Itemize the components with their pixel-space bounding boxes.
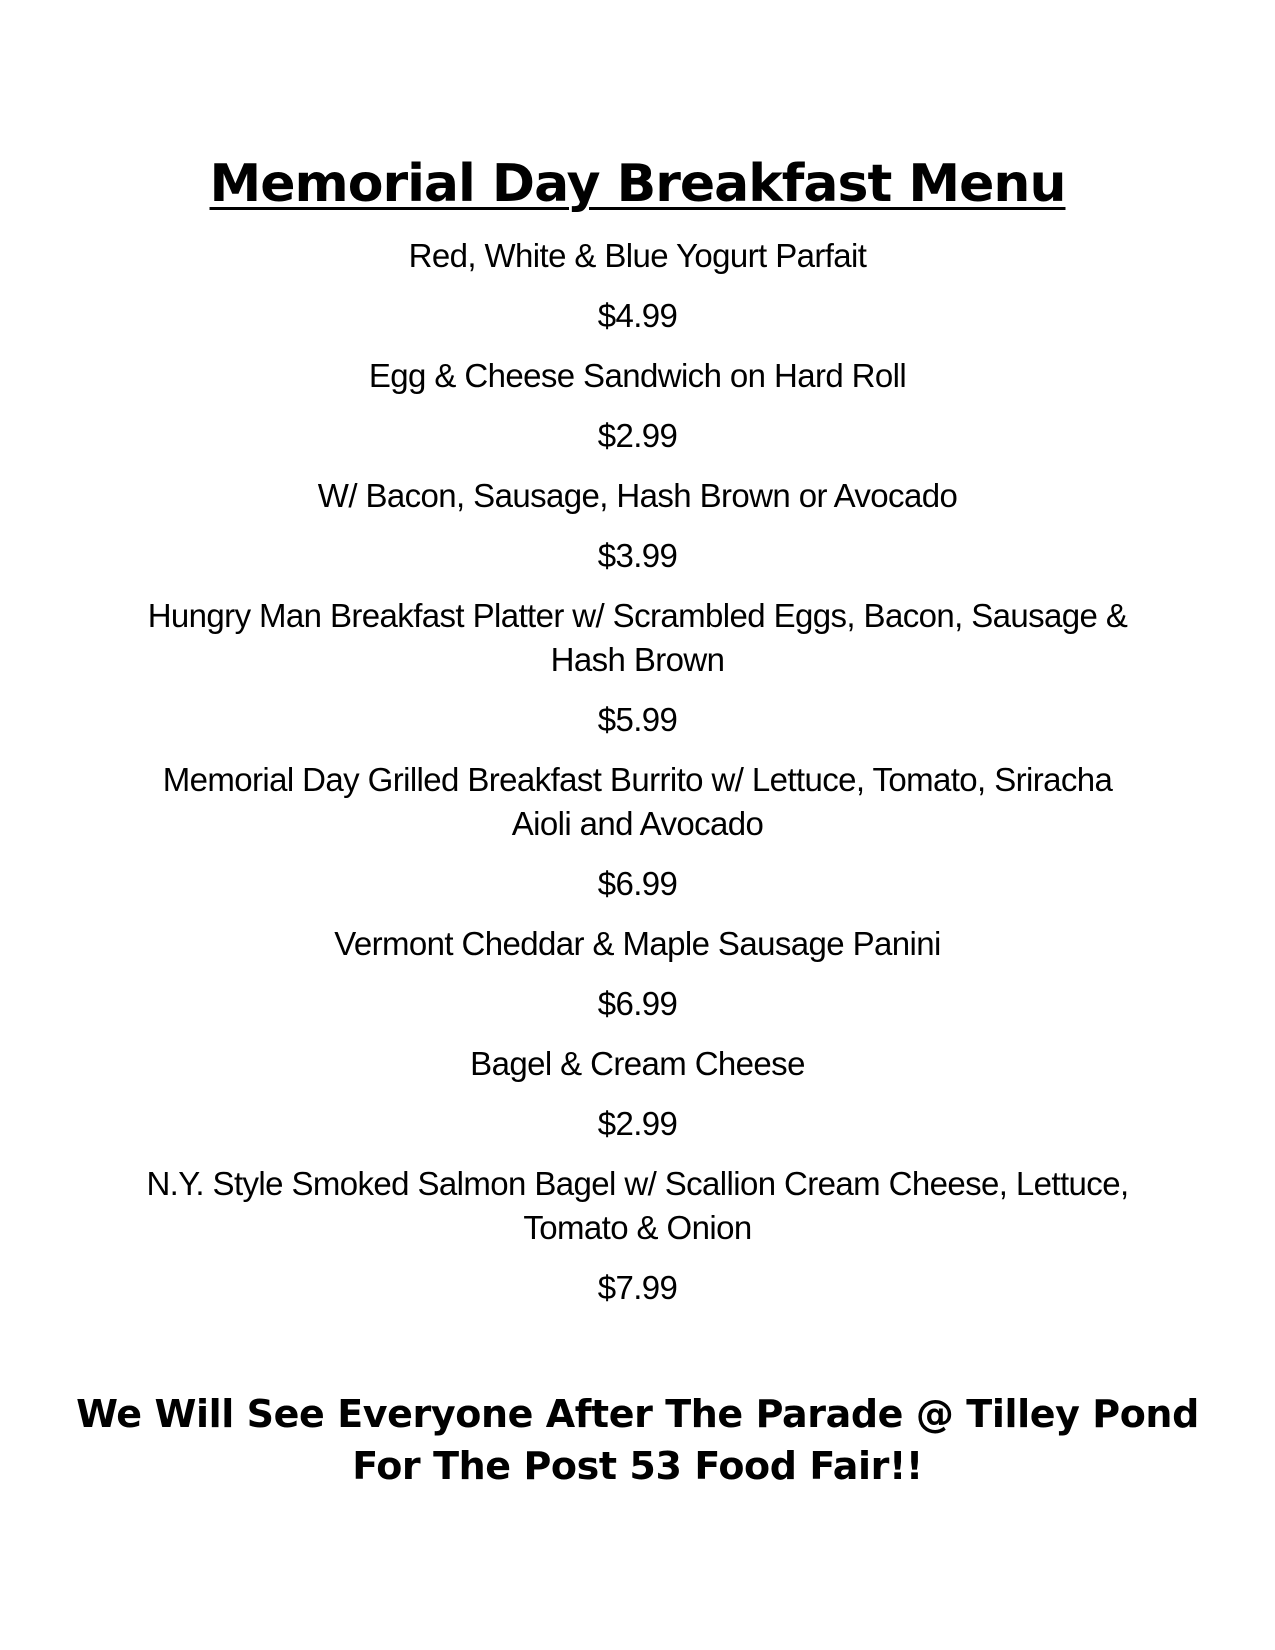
item-name-egg-cheese-sandwich: Egg & Cheese Sandwich on Hard Roll bbox=[368, 357, 907, 394]
item-name-panini: Vermont Cheddar & Maple Sausage Panini bbox=[334, 925, 941, 962]
item-name-bagel-cream-cheese: Bagel & Cream Cheese bbox=[470, 1045, 805, 1082]
item-name-salmon-bagel-line1: N.Y. Style Smoked Salmon Bagel w/ Scallion Cream Cheese, Lettuce, bbox=[146, 1165, 1129, 1202]
item-name-burrito-line1: Memorial Day Grilled Breakfast Burrito w/ Lettuce, Tomato, Sriracha bbox=[162, 761, 1113, 798]
footer-announcement bbox=[60, 1388, 1215, 1492]
item-name-yogurt-parfait: Red, White & Blue Yogurt Parfait bbox=[408, 237, 867, 274]
item-price-burrito: $6.99 bbox=[597, 865, 678, 902]
item-price-panini: $6.99 bbox=[597, 985, 678, 1022]
footer-line-1: We Will See Everyone After The Parade @ Tilley Pond bbox=[76, 1392, 1199, 1436]
item-name-burrito-line2: Aioli and Avocado bbox=[511, 805, 764, 842]
item-name-hungry-man-line1: Hungry Man Breakfast Platter w/ Scrambled Eggs, Bacon, Sausage & bbox=[147, 597, 1128, 634]
item-name-hungry-man-line2: Hash Brown bbox=[550, 641, 725, 678]
page-title bbox=[0, 152, 1275, 216]
item-price-add-ons: $3.99 bbox=[597, 537, 678, 574]
item-name-add-ons: W/ Bacon, Sausage, Hash Brown or Avocado bbox=[317, 477, 958, 514]
item-price-yogurt-parfait: $4.99 bbox=[597, 297, 678, 334]
item-price-salmon-bagel: $7.99 bbox=[597, 1269, 678, 1306]
item-price-bagel-cream-cheese: $2.99 bbox=[597, 1105, 678, 1142]
footer-line-2: For The Post 53 Food Fair!! bbox=[352, 1444, 923, 1488]
item-price-hungry-man: $5.99 bbox=[597, 701, 678, 738]
item-price-egg-cheese-sandwich: $2.99 bbox=[597, 417, 678, 454]
title-text: Memorial Day Breakfast Menu bbox=[209, 154, 1066, 214]
item-name-salmon-bagel-line2: Tomato & Onion bbox=[523, 1209, 752, 1246]
